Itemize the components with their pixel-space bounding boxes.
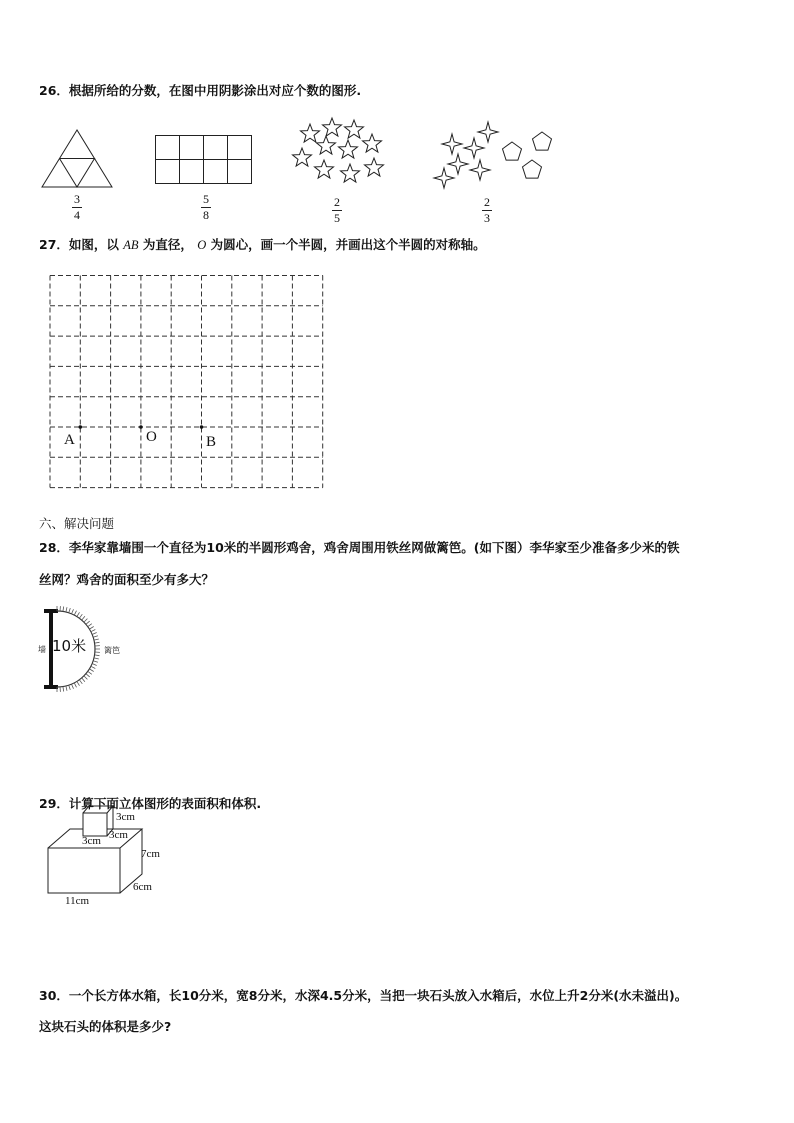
- question-28-line-2: 丝网？鸡舍的面积至少有多大？: [39, 572, 215, 587]
- fence-label: 篱笆: [104, 646, 120, 655]
- grid-point[interactable]: [139, 425, 143, 429]
- cuboid-length-dimension: 11cm: [65, 895, 90, 907]
- point-b-label: B: [206, 434, 217, 450]
- five-point-star[interactable]: [317, 136, 336, 154]
- fraction-2-5: 2 5: [334, 195, 340, 225]
- five-point-star[interactable]: [345, 120, 364, 138]
- four-point-stars-and-pentagons-figure[interactable]: [432, 120, 557, 192]
- point-a-label: A: [64, 432, 75, 448]
- triangle-figure[interactable]: [40, 128, 115, 190]
- question-30-line-2: 这块石头的体积是多少?: [39, 1019, 172, 1034]
- five-point-star[interactable]: [339, 140, 358, 158]
- four-point-star[interactable]: [470, 160, 490, 180]
- five-point-stars-figure[interactable]: [288, 116, 388, 192]
- five-point-star[interactable]: [365, 158, 384, 176]
- dashed-square-grid[interactable]: [49, 275, 323, 489]
- fraction-5-8: 5 8: [203, 192, 209, 222]
- cuboid-height-dimension: 7cm: [141, 848, 160, 860]
- five-point-star[interactable]: [301, 124, 320, 142]
- five-point-star[interactable]: [293, 148, 312, 166]
- point-o-label: O: [146, 429, 157, 445]
- fraction-2-3: 2 3: [484, 195, 490, 225]
- rectangle-grid-figure[interactable]: [155, 135, 253, 185]
- question-29-text: 29．计算下面立体图形的表面积和体积.: [39, 796, 262, 811]
- pentagon[interactable]: [523, 160, 542, 178]
- wall-label: 墙: [38, 645, 46, 654]
- question-26-text: 26．根据所给的分数，在图中用阴影涂出对应个数的图形.: [39, 83, 362, 98]
- four-point-star[interactable]: [448, 154, 468, 174]
- cube-top-dimension: 3cm: [116, 811, 135, 823]
- five-point-star[interactable]: [341, 164, 360, 182]
- diameter-label: 10米: [52, 637, 87, 655]
- four-point-star[interactable]: [464, 138, 484, 158]
- cube-side-dimension: 3cm: [109, 829, 128, 841]
- fraction-3-4: 3 4: [74, 192, 80, 222]
- question-30-line-1: 30．一个长方体水箱，长10分米，宽8分米，水深4.5分米，当把一块石头放入水箱后，水位上升2分米(水未溢出)。: [39, 988, 688, 1003]
- four-point-star[interactable]: [442, 134, 462, 154]
- section-heading: 六、解决问题: [39, 516, 115, 531]
- five-point-star[interactable]: [323, 118, 342, 136]
- pentagon[interactable]: [533, 132, 552, 150]
- question-27-text: 27．如图，以 AB 为直径， O 为圆心，画一个半圆，并画出这个半圆的对称轴。: [39, 237, 486, 252]
- grid-point[interactable]: [200, 425, 204, 429]
- five-point-star[interactable]: [363, 134, 382, 152]
- four-point-star[interactable]: [434, 168, 454, 188]
- question-28-line-1: 28．李华家靠墙围一个直径为10米的半圆形鸡舍，鸡舍周围用铁丝网做篱笆。(如下图）李华家至少准备多少米的铁: [39, 540, 680, 555]
- cube-front-dimension: 3cm: [82, 835, 101, 847]
- grid-point[interactable]: [79, 425, 83, 429]
- four-point-star[interactable]: [478, 122, 498, 142]
- cuboid-depth-dimension: 6cm: [133, 881, 152, 893]
- pentagon[interactable]: [503, 142, 522, 160]
- five-point-star[interactable]: [315, 160, 334, 178]
